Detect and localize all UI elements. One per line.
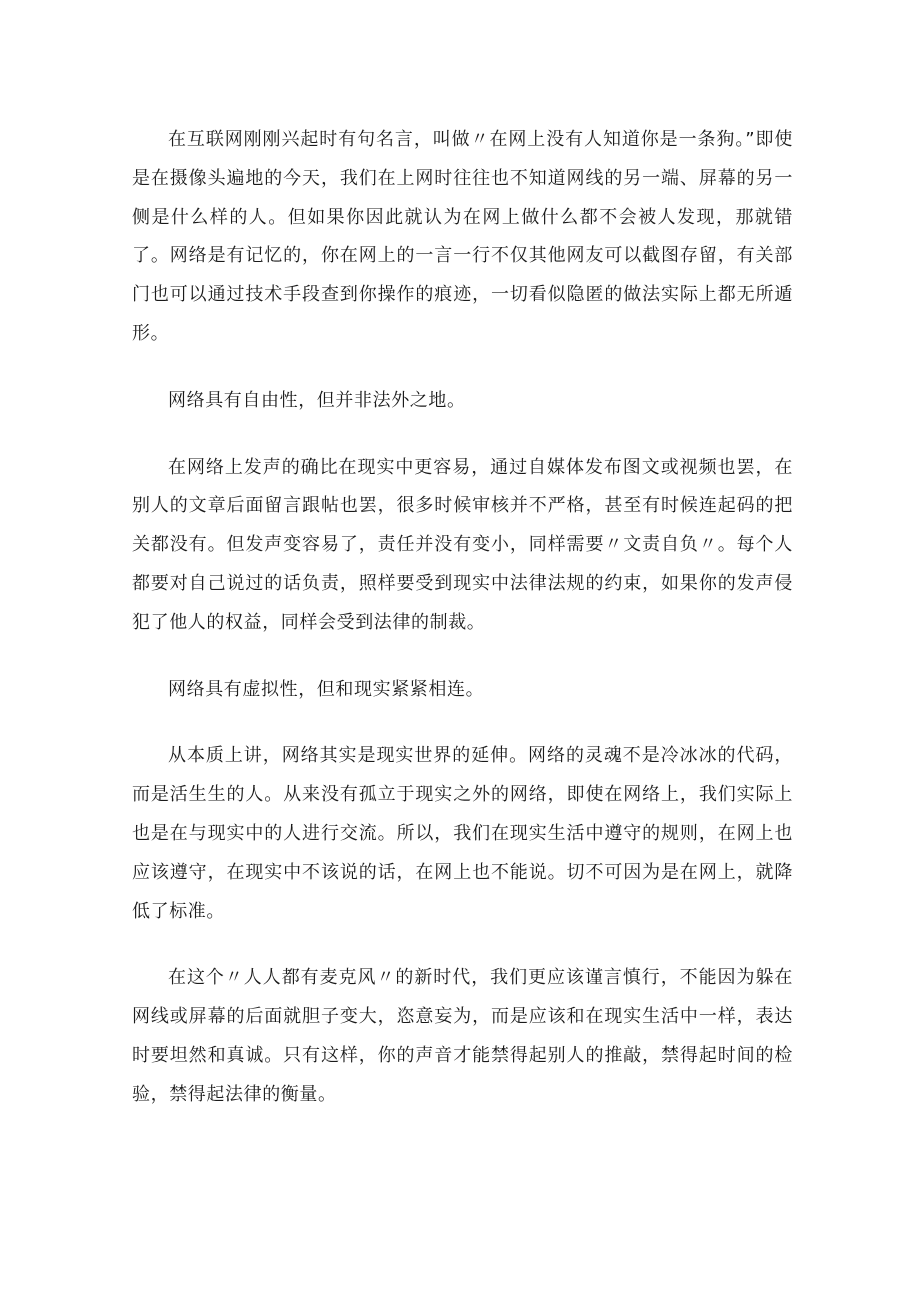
paragraph-heading-freedom: 网络具有自由性，但并非法外之地。 xyxy=(168,389,466,411)
paragraph-conclusion: 在这个〃人人都有麦克风〃的新时代，我们更应该谨言慎行，不能因为躲在网线或屏幕的后面就胆子变大，恣意妄为，而是应该和在现实生活中一样，表达时要坦然和真诚。只有这样，你的声音才能禁得起别人的推敲，禁得起时间的检验，禁得起法律的衡量。 xyxy=(132,967,793,1105)
paragraph-intro: 在互联网刚刚兴起时有句名言，叫做〃在网上没有人知道你是一条狗。”即使是在摄像头遍地的今天，我们在上网时往往也不知道网线的另一端、屏幕的另一侧是什么样的人。但如果你因此就认为在网上做什么都不会被人发现，那就错了。网络是有记忆的，你在网上的一言一行不仅其他网友可以截图存留，有关部门也可以通过技术手段查到你操作的痕迹，一切看似隐匿的做法实际上都无所遁形。 xyxy=(132,129,793,344)
document-body xyxy=(132,121,793,1115)
paragraph-responsibility: 在网络上发声的确比在现实中更容易，通过自媒体发布图文或视频也罢，在别人的文章后面留言跟帖也罢，很多时候审核并不严格，甚至有时候连起码的把关都没有。但发声变容易了，责任并没有变小，同样需要〃文责自负〃。每个人都要对自己说过的话负责，照样要受到现实中法律法规的约束，如果你的发声侵犯了他人的权益，同样会受到法律的制裁。 xyxy=(132,456,793,633)
paragraph-heading-virtuality: 网络具有虚拟性，但和现实紧紧相连。 xyxy=(168,678,485,700)
paragraph-reality-extension: 从本质上讲，网络其实是现实世界的延伸。网络的灵魂不是冷冰冰的代码，而是活生生的人。从来没有孤立于现实之外的网络，即使在网络上，我们实际上也是在与现实中的人进行交流。所以，我们在现实生活中遵守的规则，在网上也应该遵守，在现实中不该说的话，在网上也不能说。切不可因为是在网上，就降低了标准。 xyxy=(132,745,793,922)
